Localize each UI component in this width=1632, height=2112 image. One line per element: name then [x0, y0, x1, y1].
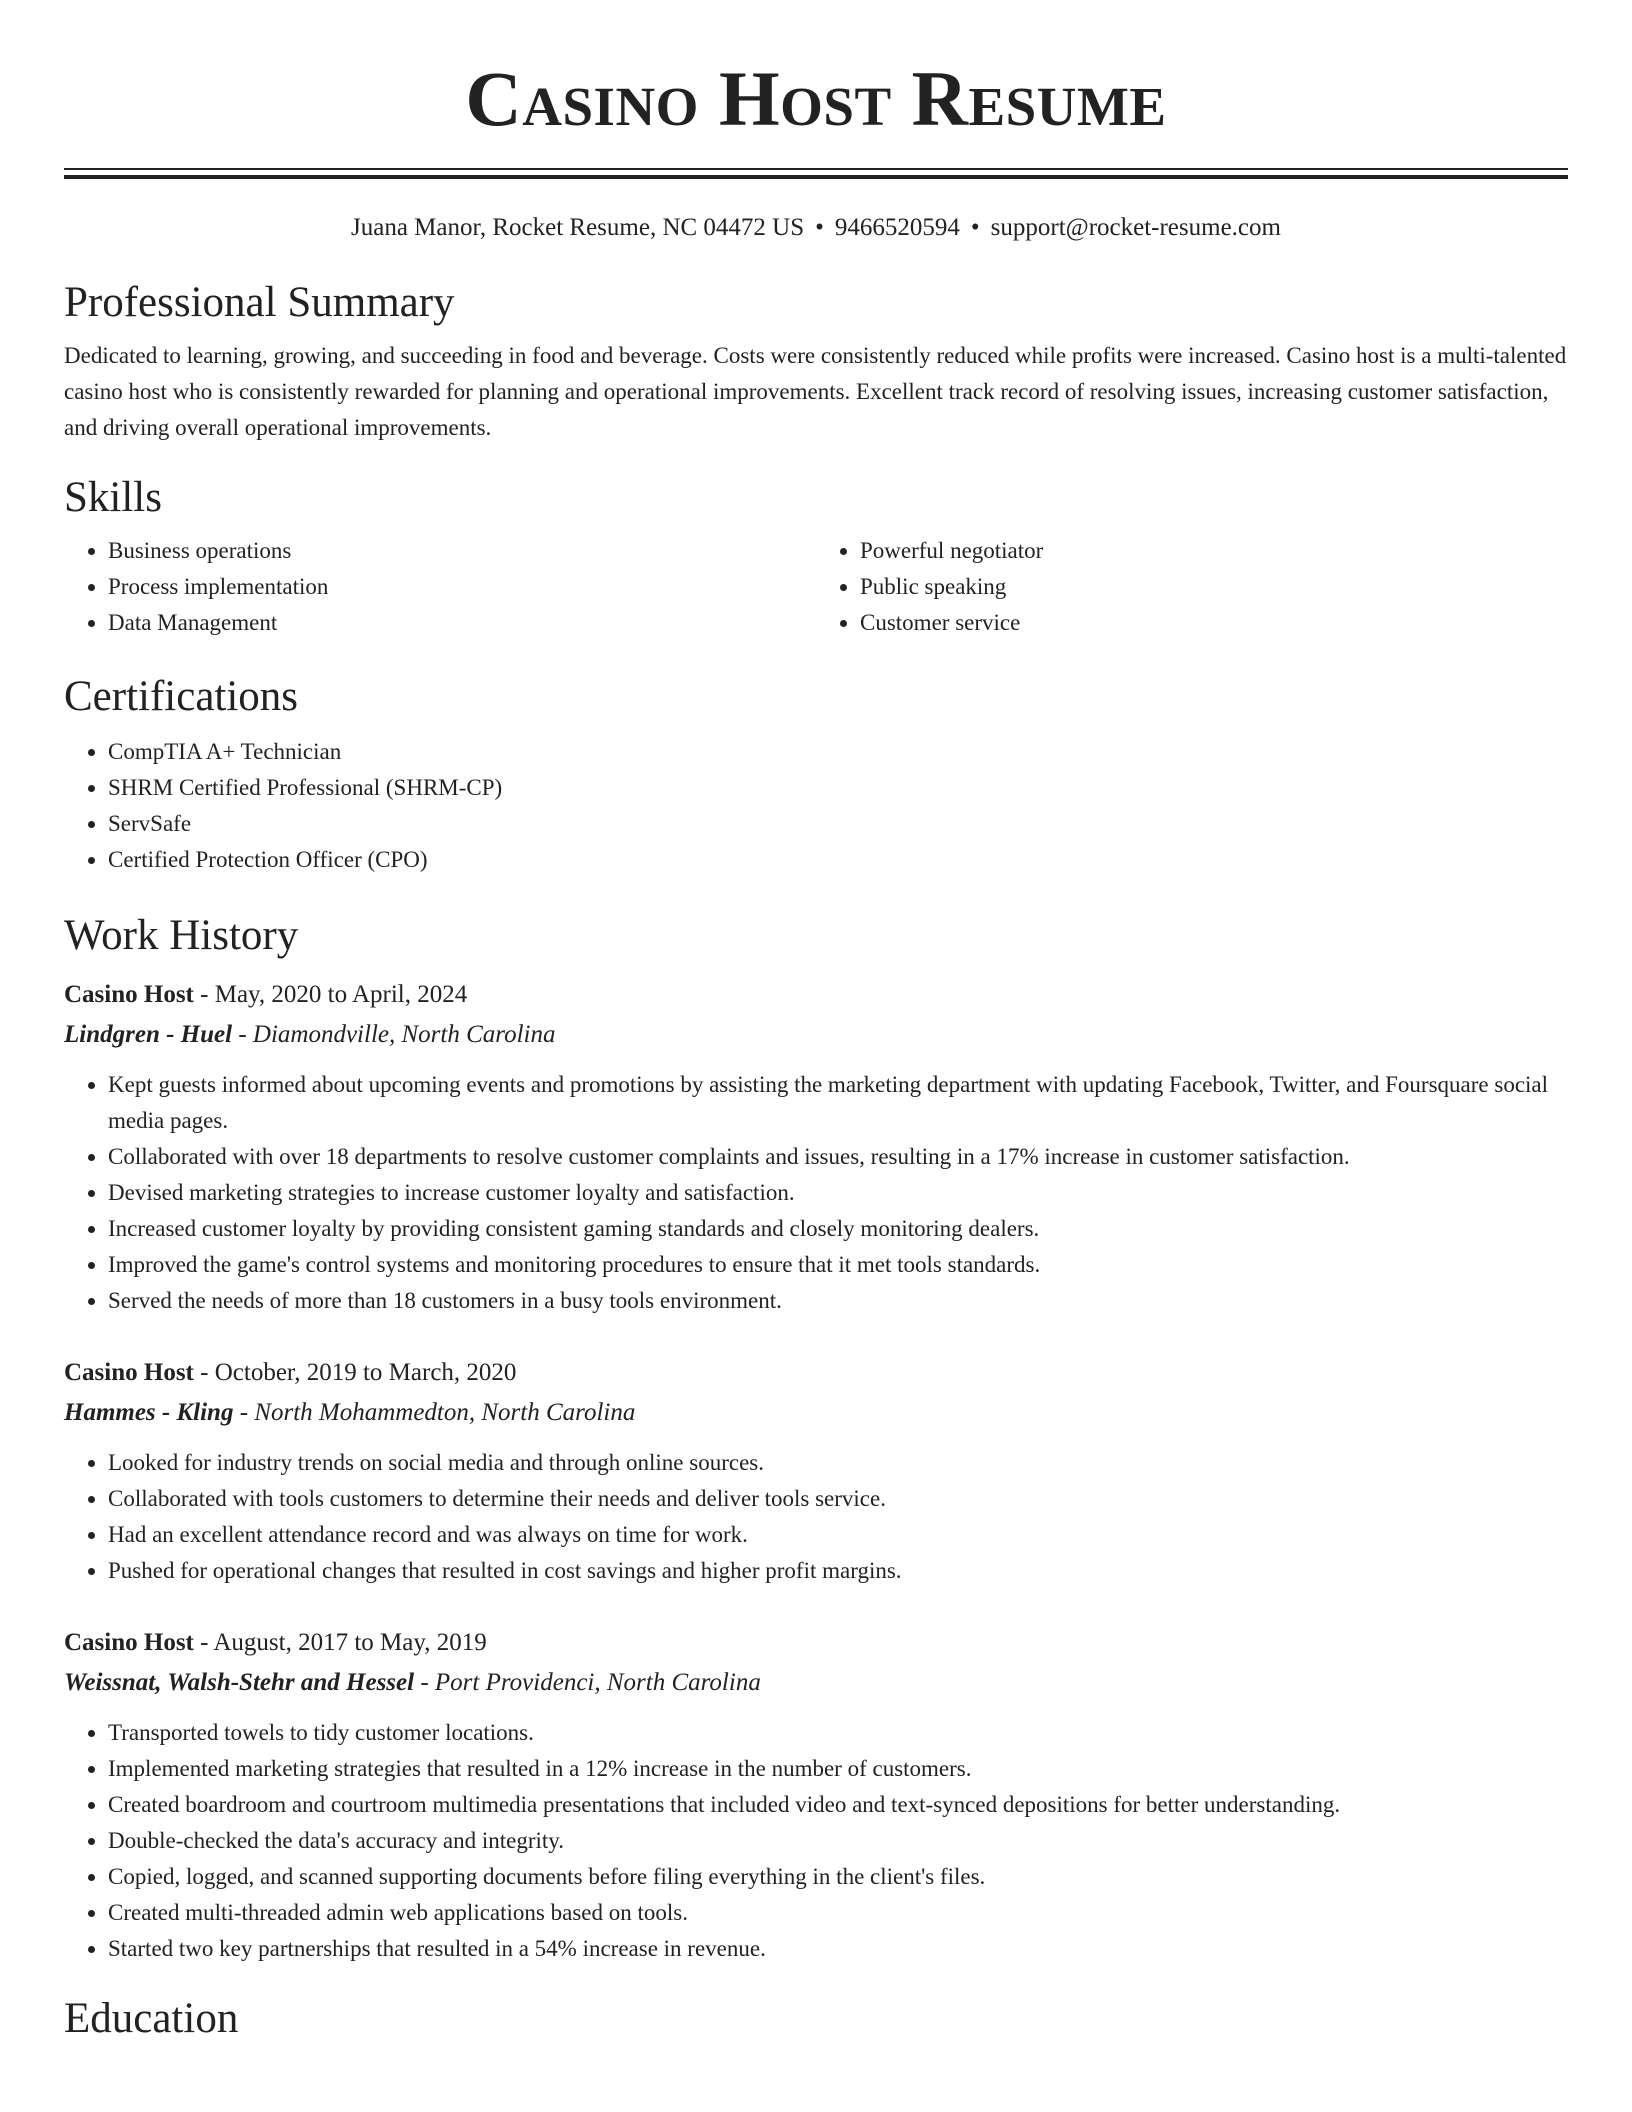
certification-item: • CompTIA A+ Technician: [108, 734, 1568, 770]
job-bullet: • Transported towels to tidy customer locations.: [108, 1715, 1568, 1751]
job-company-line: Weissnat, Walsh-Stehr and Hessel - Port Providenci, North Carolina: [64, 1669, 761, 1696]
skill-item: • Customer service: [860, 605, 1568, 641]
certification-item: • SHRM Certified Professional (SHRM-CP): [108, 770, 1568, 806]
skill-item: • Public speaking: [860, 569, 1568, 605]
job-entry: [64, 1623, 1568, 1967]
skills-columns: [64, 533, 1568, 641]
job-title-line: Casino Host - May, 2020 to April, 2024: [64, 981, 468, 1008]
job-title-line: Casino Host - August, 2017 to May, 2019: [64, 1629, 487, 1656]
skills-left-list: [64, 533, 816, 641]
job-bullet: • Started two key partnerships that resulted in a 54% increase in revenue.: [108, 1931, 1568, 1967]
job-bullet: • Double-checked the data's accuracy and integrity.: [108, 1823, 1568, 1859]
skill-item: • Data Management: [108, 605, 816, 641]
job-title: Casino Host: [64, 981, 194, 1008]
certifications-list: [64, 734, 1568, 878]
contact-separator: •: [970, 214, 980, 241]
job-company: Hammes - Kling: [64, 1399, 234, 1426]
job-bullet: • Had an excellent attendance record and was always on time for work.: [108, 1517, 1568, 1553]
skill-item: • Business operations: [108, 533, 816, 569]
job-location: Port Providenci, North Carolina: [434, 1669, 761, 1696]
job-dates: May, 2020 to April, 2024: [214, 981, 468, 1008]
job-location: North Mohammedton, North Carolina: [254, 1399, 636, 1426]
job-bullets: [64, 1445, 1568, 1589]
job-bullets: [64, 1715, 1568, 1967]
contact-email: support@rocket-resume.com: [990, 214, 1281, 241]
skill-item: • Powerful negotiator: [860, 533, 1568, 569]
contact-address: Juana Manor, Rocket Resume, NC 04472 US: [351, 214, 805, 241]
job-bullet: • Devised marketing strategies to increase customer loyalty and satisfaction.: [108, 1175, 1568, 1211]
job-bullet: • Copied, logged, and scanned supporting documents before filing everything in the client's files.: [108, 1859, 1568, 1895]
job-bullet: • Collaborated with over 18 departments to resolve customer complaints and issues, resulting in a 17% increase in customer satisfaction.: [108, 1139, 1568, 1175]
job-bullet: • Created boardroom and courtroom multimedia presentations that included video and text-synced depositions for better understanding.: [108, 1787, 1568, 1823]
skill-item: • Process implementation: [108, 569, 816, 605]
job-bullet: • Looked for industry trends on social media and through online sources.: [108, 1445, 1568, 1481]
job-bullet: • Increased customer loyalty by providing consistent gaming standards and closely monitoring dealers.: [108, 1211, 1568, 1247]
job-bullet: • Pushed for operational changes that resulted in cost savings and higher profit margins.: [108, 1553, 1568, 1589]
job-title: Casino Host: [64, 1629, 194, 1656]
certification-item: • Certified Protection Officer (CPO): [108, 842, 1568, 878]
skills-heading: Skills: [64, 474, 162, 521]
job-bullet: • Kept guests informed about upcoming events and promotions by assisting the marketing department with updating Facebook, Twitter, and Foursquare social media pages.: [108, 1067, 1568, 1139]
job-bullets: [64, 1067, 1568, 1319]
contact-separator: •: [815, 214, 824, 241]
title-divider: [64, 168, 1568, 179]
certifications-heading: Certifications: [64, 673, 299, 720]
job-title-line: Casino Host - October, 2019 to March, 2020: [64, 1359, 517, 1386]
job-bullet: • Served the needs of more than 18 customers in a busy tools environment.: [108, 1283, 1568, 1319]
education-heading: Education: [64, 1995, 239, 2042]
job-location: Diamondville, North Carolina: [252, 1021, 556, 1048]
certification-item: • ServSafe: [108, 806, 1568, 842]
job-bullet: • Improved the game's control systems and monitoring procedures to ensure that it met tools standards.: [108, 1247, 1568, 1283]
work-history-heading: Work History: [64, 912, 299, 959]
job-dates: August, 2017 to May, 2019: [213, 1629, 487, 1656]
contact-line: [64, 213, 1568, 243]
resume-title: Casino Host Resume: [465, 55, 1167, 142]
job-dates: October, 2019 to March, 2020: [214, 1359, 517, 1386]
job-company: Lindgren - Huel: [64, 1021, 233, 1048]
job-company: Weissnat, Walsh-Stehr and Hessel: [64, 1669, 415, 1696]
job-entry: [64, 1353, 1568, 1589]
job-bullet: • Implemented marketing strategies that resulted in a 12% increase in the number of customers.: [108, 1751, 1568, 1787]
summary-heading: Professional Summary: [64, 279, 455, 326]
skills-right-list: [816, 533, 1568, 641]
summary-text: Dedicated to learning, growing, and succeeding in food and beverage. Costs were consistently reduced while profits were increased. Casino host is a multi-talented casino host who is consistently rewarded for planning and operational improvements. Excellent track record of resolving issues, increasing customer satisfaction, and driving overall operational improvements.: [64, 343, 1567, 440]
job-company-line: Hammes - Kling - North Mohammedton, North Carolina: [64, 1399, 636, 1426]
job-company-line: Lindgren - Huel - Diamondville, North Carolina: [64, 1021, 556, 1048]
contact-phone: 9466520594: [834, 214, 960, 241]
job-bullet: • Collaborated with tools customers to determine their needs and deliver tools service.: [108, 1481, 1568, 1517]
job-bullet: • Created multi-threaded admin web applications based on tools.: [108, 1895, 1568, 1931]
job-entry: [64, 975, 1568, 1319]
job-title: Casino Host: [64, 1359, 194, 1386]
